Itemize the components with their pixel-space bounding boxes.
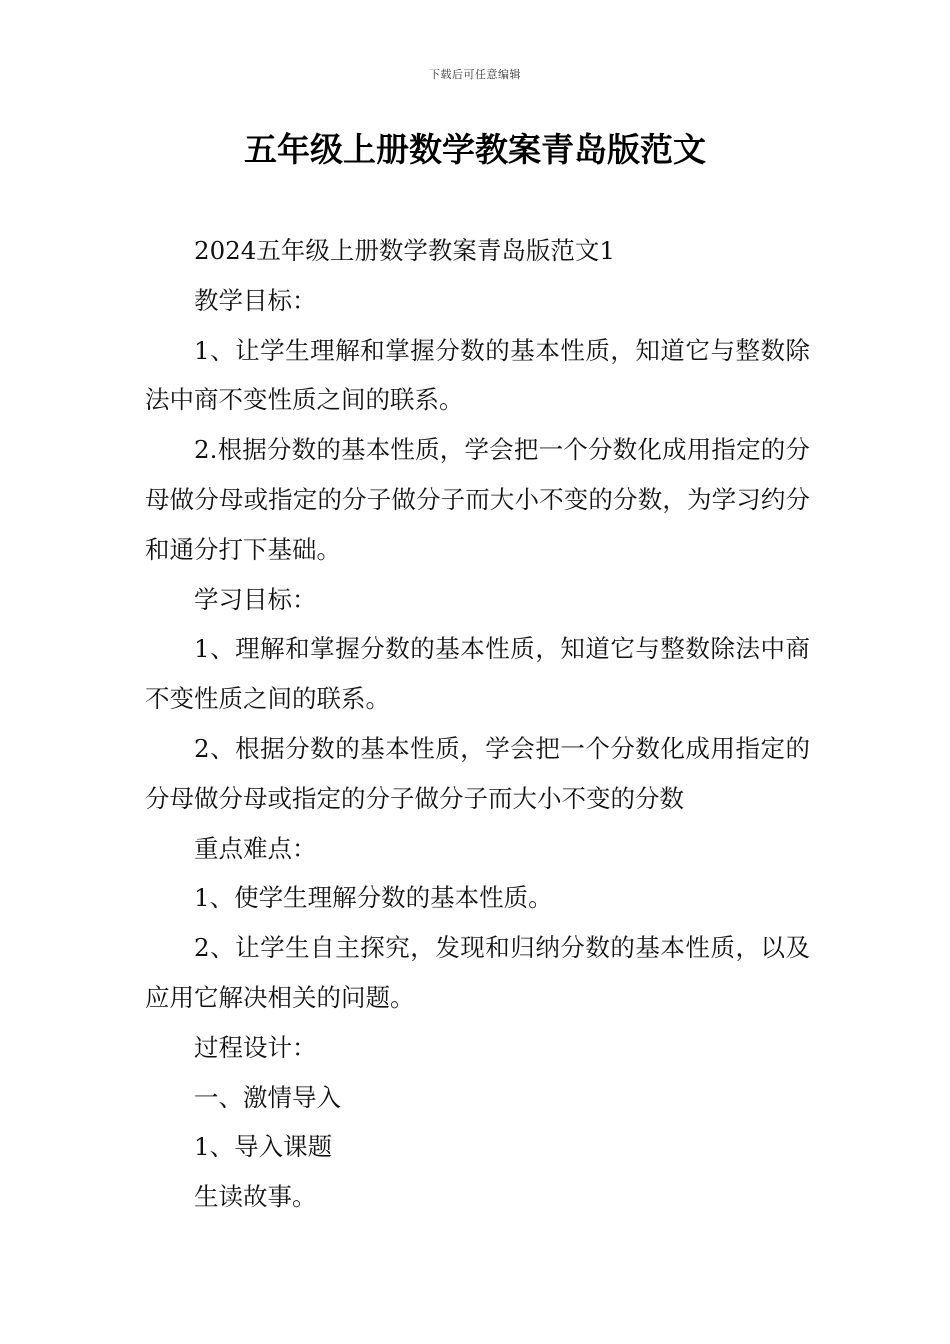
paragraph-heading: 2024五年级上册数学教案青岛版范文1: [194, 236, 615, 265]
paragraph: 1、让学生理解和掌握分数的基本性质，知道它与整数除法中商不变性质之间的联系。: [145, 335, 810, 415]
paragraph: 2、让学生自主探究，发现和归纳分数的基本性质，以及应用它解决相关的问题。: [145, 933, 810, 1012]
paragraph: 1、使学生理解分数的基本性质。: [194, 883, 553, 913]
paragraph: 1、理解和掌握分数的基本性质，知道它与整数除法中商不变性质之间的联系。: [145, 634, 810, 714]
paragraph-teaching-goals-label: 教学目标：: [194, 285, 317, 315]
document-body: [145, 226, 810, 1222]
paragraph-key-points-label: 重点难点：: [194, 833, 317, 863]
header-note: 下载后可任意编辑: [429, 68, 521, 81]
paragraph: 2、根据分数的基本性质，学会把一个分数化成用指定的分母做分母或指定的分子做分子而大小不变的分数: [145, 733, 810, 813]
paragraph-learning-goals-label: 学习目标：: [194, 584, 317, 614]
document-title: 五年级上册数学教案青岛版范文: [244, 130, 706, 169]
paragraph: 生读故事。: [194, 1182, 317, 1212]
paragraph: 1、导入课题: [194, 1132, 333, 1162]
paragraph-process-label: 过程设计：: [194, 1032, 317, 1062]
paragraph-section-heading: 一、激情导入: [194, 1082, 341, 1112]
paragraph: 2.根据分数的基本性质，学会把一个分数化成用指定的分母做分母或指定的分子做分子而大小不变的分数，为学习约分和通分打下基础。: [145, 435, 810, 564]
